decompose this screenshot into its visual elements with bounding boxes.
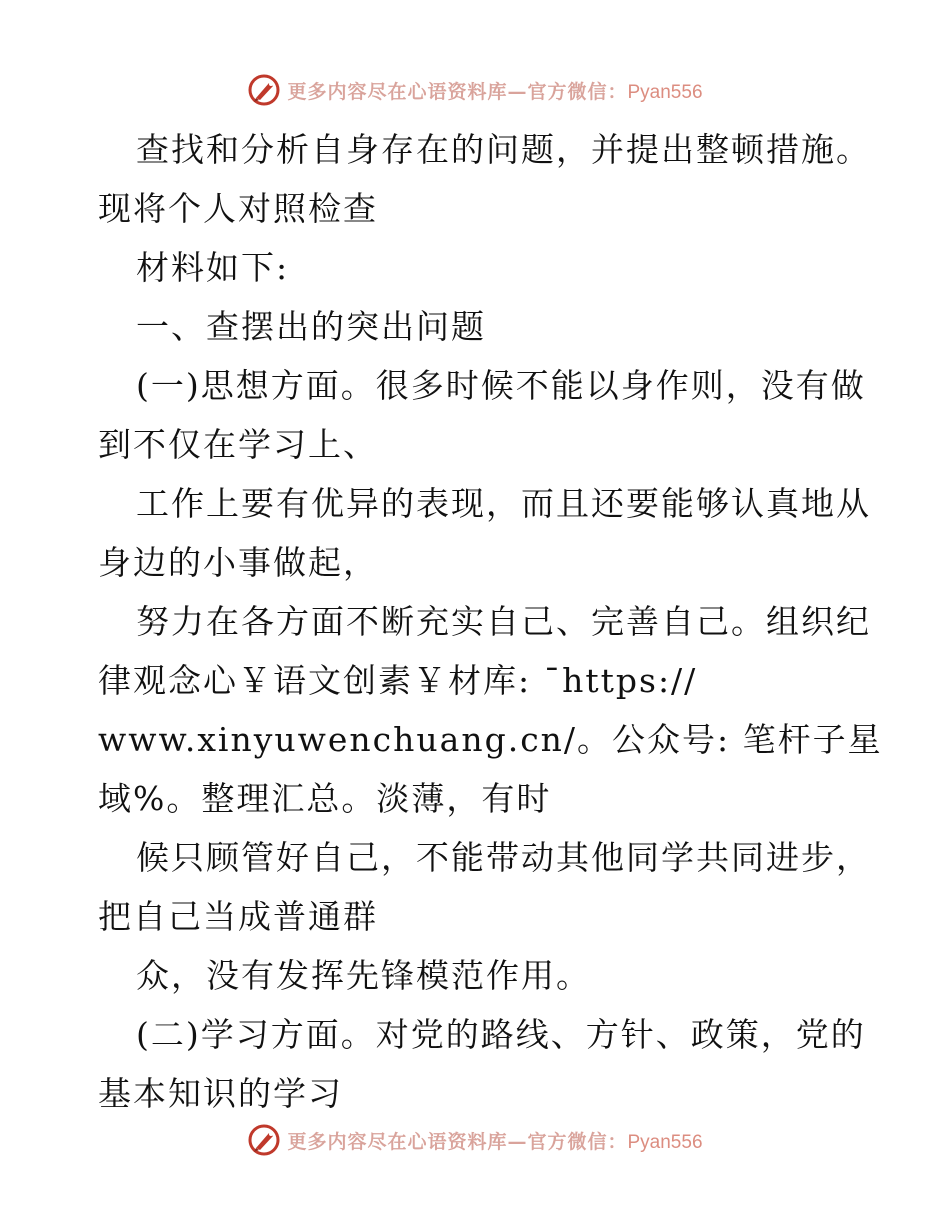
text-line: 现将个人对照检查 <box>98 189 378 228</box>
pen-logo-icon <box>247 73 281 107</box>
text-line: 身边的小事做起， <box>98 543 378 582</box>
text-line: 把自己当成普通群 <box>98 897 378 936</box>
text-line: 到不仅在学习上、 <box>98 425 378 464</box>
text-line: www.xinyuwenchuang.cn/。公众号: 笔杆子星 <box>98 720 883 759</box>
text-line: 众，没有发挥先锋模范作用。 <box>136 956 591 995</box>
footer-watermark <box>0 1120 950 1160</box>
text-line: 工作上要有优异的表现，而且还要能够认真地从 <box>136 484 871 523</box>
text-line: 律观念心￥语文创素￥材库: ¯https:// <box>98 661 698 700</box>
header-watermark <box>0 70 950 110</box>
text-line: 材料如下: <box>136 248 290 287</box>
text-line: 基本知识的学习 <box>98 1074 343 1113</box>
text-line: (一)思想方面。很多时候不能以身作则，没有做 <box>136 366 866 405</box>
body-text <box>98 120 883 1123</box>
watermark-text: 更多内容尽在心语资料库—官方微信：Pyan556 <box>287 1130 703 1153</box>
watermark-text: 更多内容尽在心语资料库—官方微信：Pyan556 <box>287 80 703 103</box>
text-line: 候只顾管好自己，不能带动其他同学共同进步， <box>136 838 871 877</box>
text-line: 查找和分析自身存在的问题，并提出整顿措施。 <box>136 130 871 169</box>
text-line: (二)学习方面。对党的路线、方针、政策，党的 <box>136 1015 866 1054</box>
text-line: 域%。整理汇总。淡薄，有时 <box>98 779 552 818</box>
pen-logo-icon <box>247 1123 281 1157</box>
text-line: 努力在各方面不断充实自己、完善自己。组织纪 <box>136 602 871 641</box>
section-heading: 一、查摆出的突出问题 <box>136 307 486 346</box>
